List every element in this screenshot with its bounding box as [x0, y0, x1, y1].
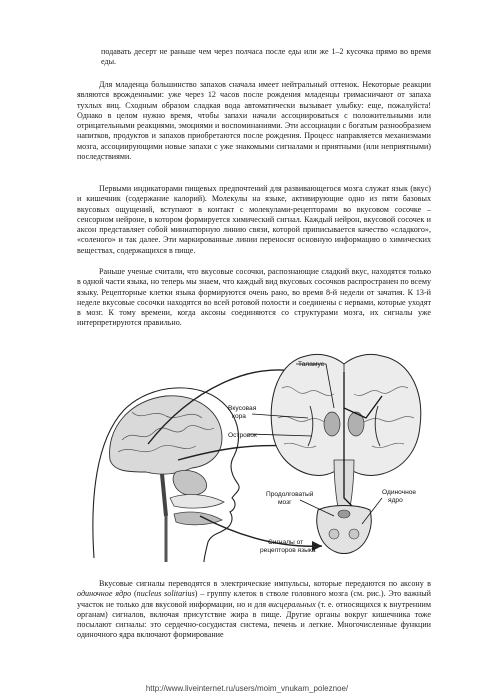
- oral-cavity: [166, 495, 224, 562]
- label-medulla-line1: Продолговатый: [266, 491, 314, 498]
- footer-url[interactable]: http://www.liveinternet.ru/users/moim_vnukam_poleznoe/: [145, 684, 349, 693]
- paragraph-text: (т. е. относящихся к внутренним органам) сигналов, включая присутствие жира в пище. Другие органы вокруг кишечника тоже посылают сигналы: это сердечно-сосудистая система, печень и легкие. Многочисленные функции одиночного ядра включают формирование: [77, 599, 431, 640]
- label-tongue-signals-line1: Сигналы от: [268, 539, 304, 546]
- paragraph-taste-buds: Раньше ученые считали, что вкусовые сосочки, распознающие сладкий вкус, находятся только в одной части языка, но теперь мы знаем, что каждый вид вкусовых сосочков распространен по всему языку. Рецепторные клетки языка формируются очень рано, во время 8-й недели от зачатия. К 13-й неделе вкусовые сосочки находятся во всей ротовой полости и соединены с нервами, которые уходят в мозг. К тому времени, когда аксоны соединяются со структурами мозга, их сигналы уже интерпретируются правильно.: [77, 267, 431, 328]
- figure-drawing: [82, 348, 447, 570]
- paragraph-text: (: [131, 589, 137, 599]
- italic-term: nucleus solitarius: [136, 589, 195, 599]
- label-taste-cortex-line1: Вкусовая: [228, 405, 257, 412]
- paragraph-taste-signals: [77, 579, 431, 641]
- italic-term: одиночное ядро: [77, 589, 132, 599]
- paragraph-dessert: подавать десерт не раньше чем через полчаса после еды или же 1–2 кусочка прямо во время еды.: [101, 47, 431, 67]
- label-solitary-nucleus-line2: ядро: [388, 497, 403, 504]
- paragraph-text: Вкусовые сигналы переводятся в электрические импульсы, которые передаются по аксону в: [99, 579, 431, 588]
- medulla-section: [317, 506, 371, 554]
- brain-taste-pathway-figure: [82, 348, 447, 570]
- label-medulla-line2: мозг: [278, 499, 292, 506]
- label-tongue-signals-line2: рецепторов языка: [260, 547, 316, 554]
- label-insula: Островок: [228, 432, 257, 439]
- paragraph-text: ) – группу клеток в стволе головного мозга (см. рис.). Это важный участок не только для вкусовой информации, но и для: [77, 589, 431, 609]
- label-taste-cortex-line2: кора: [232, 413, 246, 420]
- italic-term: висцеральных: [268, 599, 316, 609]
- label-thalamus: Таламус: [298, 361, 325, 368]
- paragraph-taste-indicators: Первыми индикаторами пищевых предпочтений для развивающегося мозга служат язык (вкус) и кишечник (содержание калорий). Молекулы на языке, активирующие одно из пяти базовых вкусовых ощущений, вступают в контакт с молекулами-рецепторами во вкусовом сосочке – сенсорном нейроне, в котором формируется химический сигнал. Каждый нейрон, вкусовой сосочек и аксон представляет собой миниатюрную линию связи, которой приписывается качество «сладкого», «соленого» и так далее. Эти маркированные линии переносят основную информацию о химических веществах, содержащихся в пище.: [77, 184, 431, 255]
- label-solitary-nucleus-line1: Одиночное: [382, 489, 417, 496]
- paragraph-smells: Для младенца большинство запахов сначала имеет нейтральный оттенок. Некоторые реакции являются врожденными: уже через 12 часов после рождения младенцы гримасничают от запаха тухлых яиц. Сходным образом сладкая вода автоматически вызывает улыбку: еще, пожалуйста! Однако в целом нужно время, чтобы запахи начали ассоциироваться с положительными или отрицательными реакциями, эмоциями и воспоминаниями. Эти ассоциации с богатым разнообразием напитков, продуктов и запахов приобретаются после рождения. Процесс направляется механизмами мозга, ассоциирующими новые запахи с уже знакомыми сигналами и приятными (или неприятными) последствиями.: [77, 80, 431, 162]
